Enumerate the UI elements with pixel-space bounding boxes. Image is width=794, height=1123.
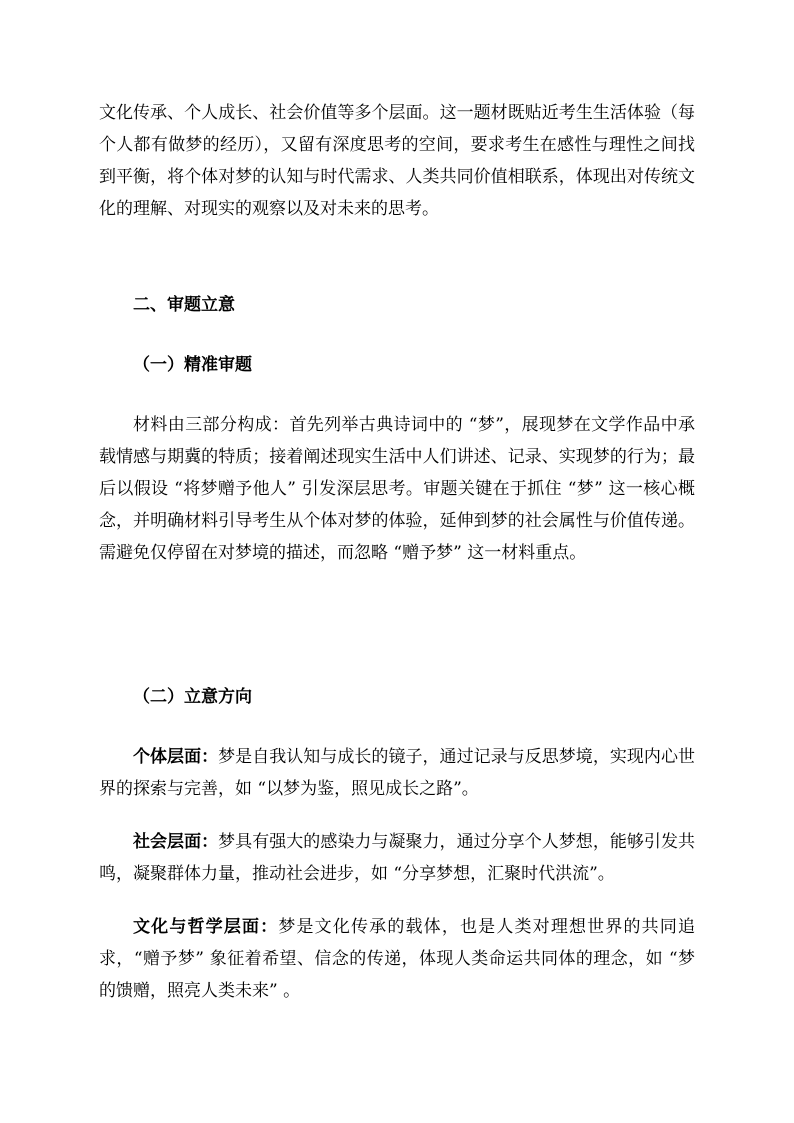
- direction-social-label: 社会层面：: [133, 832, 219, 852]
- direction-culture-label: 文化与哲学层面：: [133, 917, 279, 937]
- direction-individual-paragraph: [99, 741, 695, 805]
- direction-culture-text: 梦是文化传承的载体，也是人类对理想世界的共同追求，“赠予梦” 象征着希望、信念的传递，体现人类命运共同体的理念，如 “梦的馈赠，照亮人类未来” 。: [99, 917, 696, 1001]
- direction-individual-text: 梦是自我认知与成长的镜子，通过记录与反思梦境，实现内心世界的探索与完善，如 “以梦为鉴，照见成长之路”。: [99, 747, 695, 799]
- intro-continuation-paragraph: 文化传承、个人成长、社会价值等多个层面。这一题材既贴近考生生活体验（每个人都有做梦的经历），又留有深度思考的空间，要求考生在感性与理性之间找到平衡，将个体对梦的认知与时代需求、人类共同价值相联系，体现出对传统文化的理解、对现实的观察以及对未来的思考。: [99, 103, 695, 219]
- subheading-direction: （二）立意方向: [133, 687, 252, 707]
- material-analysis-paragraph: 材料由三部分构成：首先列举古典诗词中的 “梦”，展现梦在文学作品中承载情感与期冀的特质；接着阐述现实生活中人们讲述、记录、实现梦的行为；最后以假设 “将梦赠予他人” 引发深层思考。审题关键在于抓住 “梦” 这一核心概念，并明确材料引导考生从个体对梦的体验，延伸到梦的社会属性与价值传递。需避免仅停留在对梦境的描述，而忽略 “赠予梦” 这一材料重点。: [99, 415, 695, 563]
- direction-social-paragraph: [99, 826, 695, 890]
- direction-culture-paragraph: [99, 911, 695, 1007]
- direction-individual-label: 个体层面：: [133, 747, 219, 767]
- section-heading-review: 二、审题立意: [133, 295, 235, 315]
- direction-social-text: 梦具有强大的感染力与凝聚力，通过分享个人梦想，能够引发共鸣，凝聚群体力量，推动社会进步，如 “分享梦想，汇聚时代洪流”。: [99, 832, 695, 884]
- subheading-precise-review: （一）精准审题: [133, 355, 252, 375]
